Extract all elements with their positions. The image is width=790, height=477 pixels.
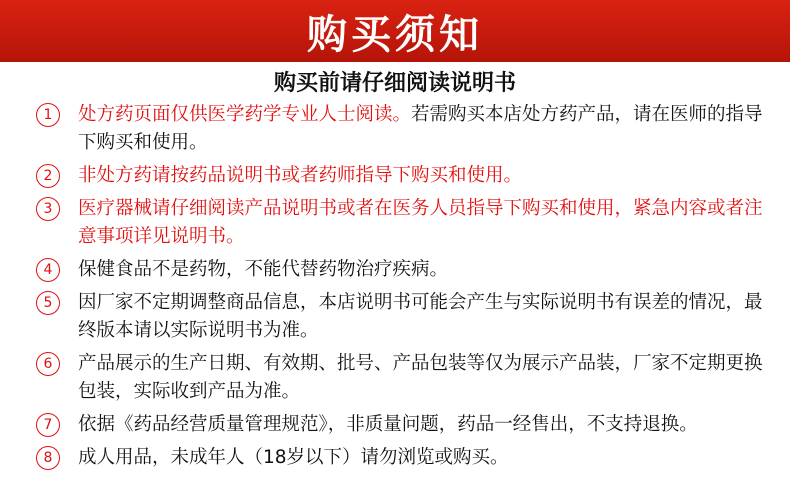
item-number: 1 xyxy=(36,103,60,127)
item-text xyxy=(78,101,766,157)
item-text-red: 处方药页面仅供医学药学专业人士阅读。 xyxy=(78,104,412,125)
list-item xyxy=(36,162,766,190)
list-item xyxy=(36,101,766,157)
item-number: 2 xyxy=(36,164,60,188)
list-item xyxy=(36,411,766,439)
item-text-black: 若需购买本店处方药产品，请在医师的指导下购买和使用。 xyxy=(78,104,763,153)
item-text: 保健食品不是药物，不能代替药物治疗疾病。 xyxy=(78,259,449,280)
subtitle: 购买前请仔细阅读说明书 xyxy=(273,71,516,96)
item-text: 非处方药请按药品说明书或者药师指导下购买和使用。 xyxy=(78,165,523,186)
item-text: 医疗器械请仔细阅读产品说明书或者在医务人员指导下购买和使用，紧急内容或者注意事项详见说明书。 xyxy=(78,198,763,247)
notice-list xyxy=(36,101,766,477)
item-number: 5 xyxy=(36,291,60,315)
item-number: 8 xyxy=(36,446,60,470)
item-number: 6 xyxy=(36,352,60,376)
item-text: 产品展示的生产日期、有效期、批号、产品包装等仅为展示产品装，厂家不定期更换包装，实际收到产品为准。 xyxy=(78,353,763,402)
header-banner xyxy=(0,0,790,62)
list-item xyxy=(36,195,766,251)
item-number: 4 xyxy=(36,258,60,282)
list-item xyxy=(36,256,766,284)
item-text: 依据《药品经营质量管理规范》，非质量问题，药品一经售出，不支持退换。 xyxy=(78,414,698,435)
item-number: 7 xyxy=(36,413,60,437)
item-text: 成人用品，未成年人（18岁以下）请勿浏览或购买。 xyxy=(78,447,509,468)
page-title: 购买须知 xyxy=(307,11,483,58)
list-item xyxy=(36,444,766,472)
item-text: 因厂家不定期调整商品信息，本店说明书可能会产生与实际说明书有误差的情况，最终版本请以实际说明书为准。 xyxy=(78,292,763,341)
item-number: 3 xyxy=(36,197,60,221)
list-item xyxy=(36,350,766,406)
list-item xyxy=(36,289,766,345)
